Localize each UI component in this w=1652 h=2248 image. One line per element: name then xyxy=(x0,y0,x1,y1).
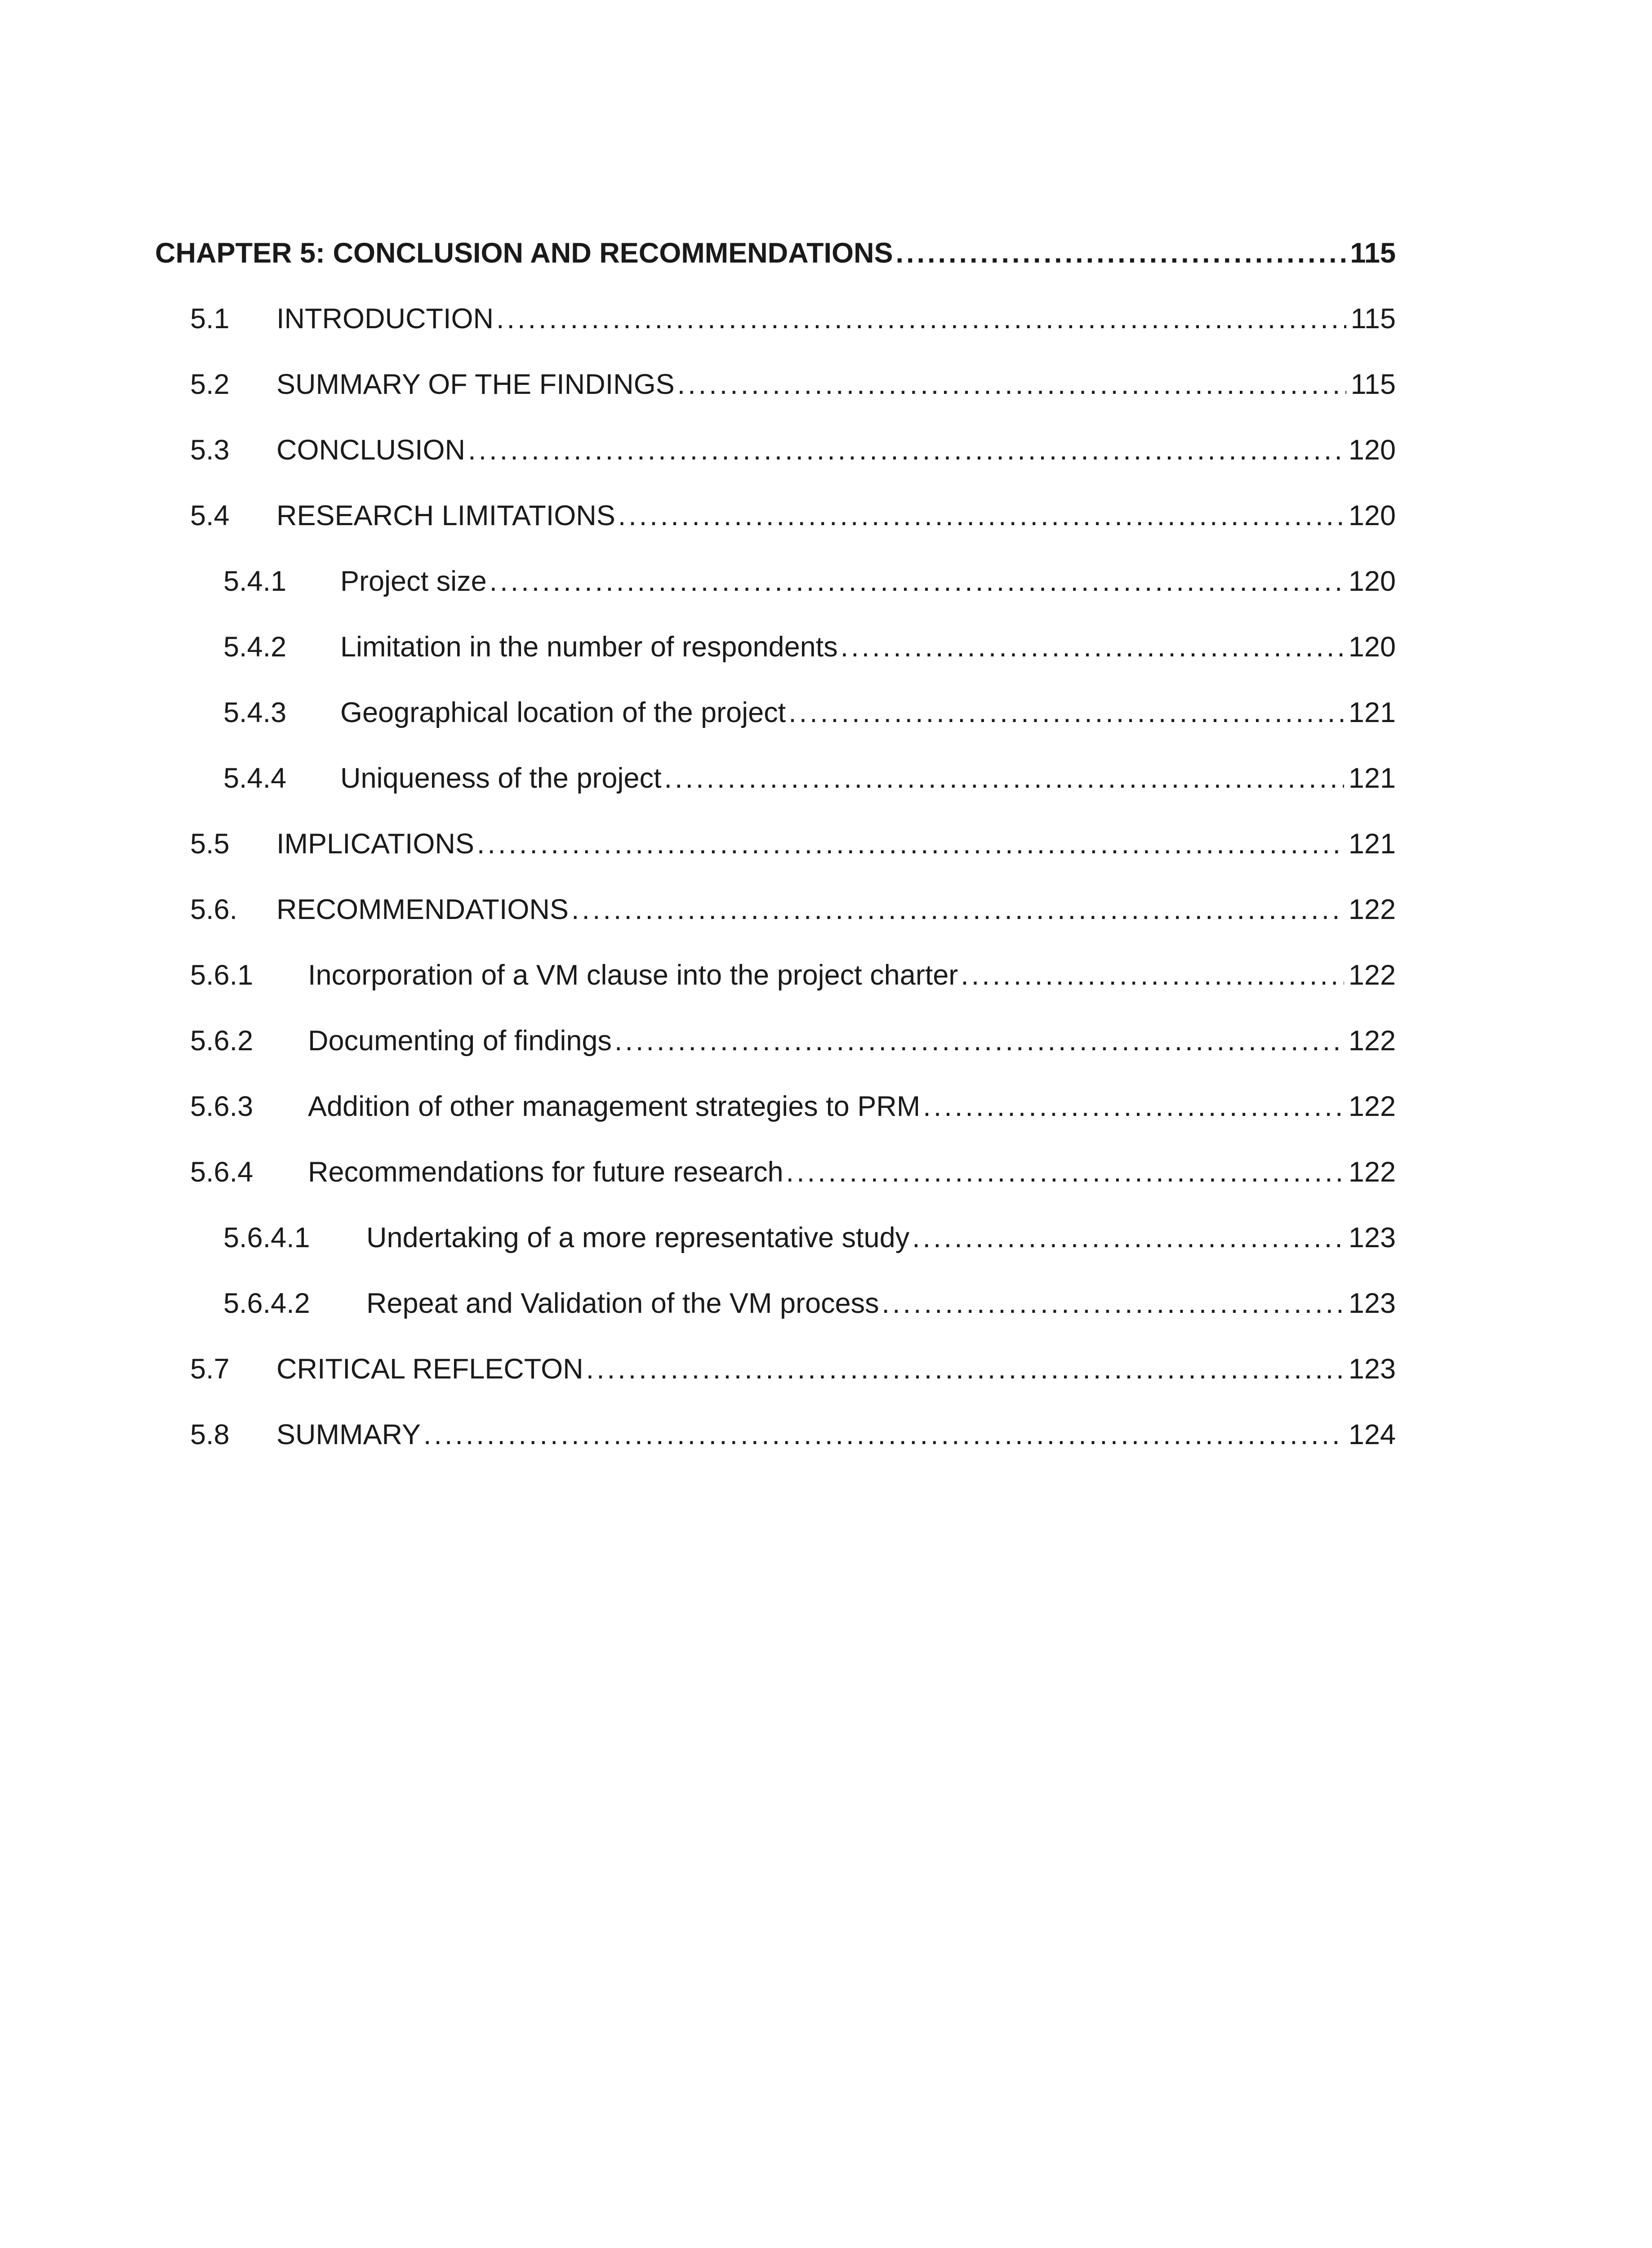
toc-entry-page: 121 xyxy=(1348,697,1396,728)
toc-entry[interactable] xyxy=(190,491,1396,540)
toc-entry-page: 122 xyxy=(1348,1156,1396,1188)
toc-entry-title: INTRODUCTION xyxy=(276,303,494,335)
toc-entry-number: 5.1 xyxy=(190,303,230,335)
toc-entry-number: 5.4 xyxy=(190,500,230,531)
dot-leader xyxy=(571,885,1344,934)
toc-entry-page: 123 xyxy=(1348,1288,1396,1319)
toc-entry[interactable] xyxy=(223,754,1396,803)
toc-entry-title: RECOMMENDATIONS xyxy=(276,894,569,925)
toc-entry-title: Addition of other management strategies to PRM xyxy=(308,1091,921,1122)
toc-entry[interactable] xyxy=(190,1147,1396,1197)
toc-entry-title: CHAPTER 5: CONCLUSION AND RECOMMENDATIONS xyxy=(155,237,893,269)
toc-entry[interactable] xyxy=(190,819,1396,869)
toc-entry-number: 5.4.3 xyxy=(223,697,287,728)
toc-entry[interactable] xyxy=(190,294,1396,343)
dot-leader xyxy=(468,425,1344,475)
toc-entry-number: 5.4.2 xyxy=(223,631,287,663)
toc-entry-number: 5.6.3 xyxy=(190,1091,254,1122)
toc-entry-page: 123 xyxy=(1348,1353,1396,1385)
toc-entry-page: 121 xyxy=(1348,828,1396,860)
toc-entry-title: Uniqueness of the project xyxy=(340,763,662,794)
toc-entry-title: Project size xyxy=(340,566,487,597)
toc-entry-number: 5.6. xyxy=(190,894,238,925)
toc-entry-page: 122 xyxy=(1348,1025,1396,1057)
toc-entry-number: 5.6.2 xyxy=(190,1025,254,1057)
toc-entry[interactable] xyxy=(223,557,1396,606)
toc-entry-page: 122 xyxy=(1348,1091,1396,1122)
toc-entry-number: 5.6.4.2 xyxy=(223,1288,310,1319)
toc-entry-page: 122 xyxy=(1348,894,1396,925)
dot-leader xyxy=(786,1147,1344,1197)
toc-entry[interactable] xyxy=(223,622,1396,672)
toc-entry-page: 121 xyxy=(1348,763,1396,794)
toc-entry[interactable] xyxy=(190,885,1396,934)
toc-entry[interactable] xyxy=(223,1213,1396,1262)
toc-entry-title: Incorporation of a VM clause into the project charter xyxy=(308,959,958,991)
toc-entry-title: IMPLICATIONS xyxy=(276,828,474,860)
dot-leader xyxy=(882,1279,1344,1328)
toc-chapter-heading[interactable] xyxy=(155,228,1396,278)
dot-leader xyxy=(496,294,1346,343)
toc-entry-page: 123 xyxy=(1348,1222,1396,1253)
toc-entry-title: Geographical location of the project xyxy=(340,697,786,728)
toc-entry-title: Repeat and Validation of the VM process xyxy=(366,1288,879,1319)
toc-entry-title: SUMMARY OF THE FINDINGS xyxy=(276,369,675,400)
toc-entry-number: 5.8 xyxy=(190,1419,230,1450)
toc-entry-number: 5.2 xyxy=(190,369,230,400)
toc-entry-page: 115 xyxy=(1350,237,1396,269)
dot-leader xyxy=(490,557,1344,606)
dot-leader xyxy=(423,1410,1344,1459)
dot-leader xyxy=(664,754,1344,803)
dot-leader xyxy=(477,819,1344,869)
toc-entry-title: CRITICAL REFLECTON xyxy=(276,1353,583,1385)
toc-entry-page: 122 xyxy=(1348,959,1396,991)
toc-entry[interactable] xyxy=(190,1344,1396,1394)
toc-entry-number: 5.5 xyxy=(190,828,230,860)
toc-entry[interactable] xyxy=(190,1082,1396,1131)
toc-entry[interactable] xyxy=(190,425,1396,475)
toc-entry-title: SUMMARY xyxy=(276,1419,421,1450)
toc-entry[interactable] xyxy=(190,1410,1396,1459)
toc-entry-page: 124 xyxy=(1348,1419,1396,1450)
dot-leader xyxy=(677,360,1346,409)
toc-entry[interactable] xyxy=(190,1016,1396,1066)
toc-entry-title: CONCLUSION xyxy=(276,434,466,466)
dot-leader xyxy=(923,1082,1344,1131)
toc-entry-page: 120 xyxy=(1348,500,1396,531)
toc-entry[interactable] xyxy=(190,360,1396,409)
toc-entry-title: Documenting of findings xyxy=(308,1025,612,1057)
toc-entry-page: 115 xyxy=(1350,303,1396,335)
toc-entry-number: 5.7 xyxy=(190,1353,230,1385)
toc-entry[interactable] xyxy=(190,950,1396,1000)
toc-entry-number: 5.3 xyxy=(190,434,230,466)
toc-entry-title: Undertaking of a more representative study xyxy=(366,1222,910,1253)
dot-leader xyxy=(912,1213,1344,1262)
dot-leader xyxy=(841,622,1344,672)
toc-entry-page: 120 xyxy=(1348,434,1396,466)
toc-entry-number: 5.4.1 xyxy=(223,566,287,597)
toc-entry-number: 5.6.4.1 xyxy=(223,1222,310,1253)
toc-entry[interactable] xyxy=(223,1279,1396,1328)
toc-entry-page: 120 xyxy=(1348,631,1396,663)
toc-entry-page: 120 xyxy=(1348,566,1396,597)
dot-leader xyxy=(896,228,1346,278)
dot-leader xyxy=(618,491,1344,540)
dot-leader xyxy=(961,950,1344,1000)
toc-entry-number: 5.6.4 xyxy=(190,1156,254,1188)
toc-entry-number: 5.4.4 xyxy=(223,763,287,794)
toc-entry-number: 5.6.1 xyxy=(190,959,254,991)
dot-leader xyxy=(614,1016,1344,1066)
dot-leader xyxy=(788,688,1344,737)
toc-entry-title: Recommendations for future research xyxy=(308,1156,784,1188)
toc-entry-page: 115 xyxy=(1350,369,1396,400)
toc-entry-title: Limitation in the number of respondents xyxy=(340,631,838,663)
toc-entry-title: RESEARCH LIMITATIONS xyxy=(276,500,615,531)
toc-entry[interactable] xyxy=(223,688,1396,737)
dot-leader xyxy=(586,1344,1344,1394)
